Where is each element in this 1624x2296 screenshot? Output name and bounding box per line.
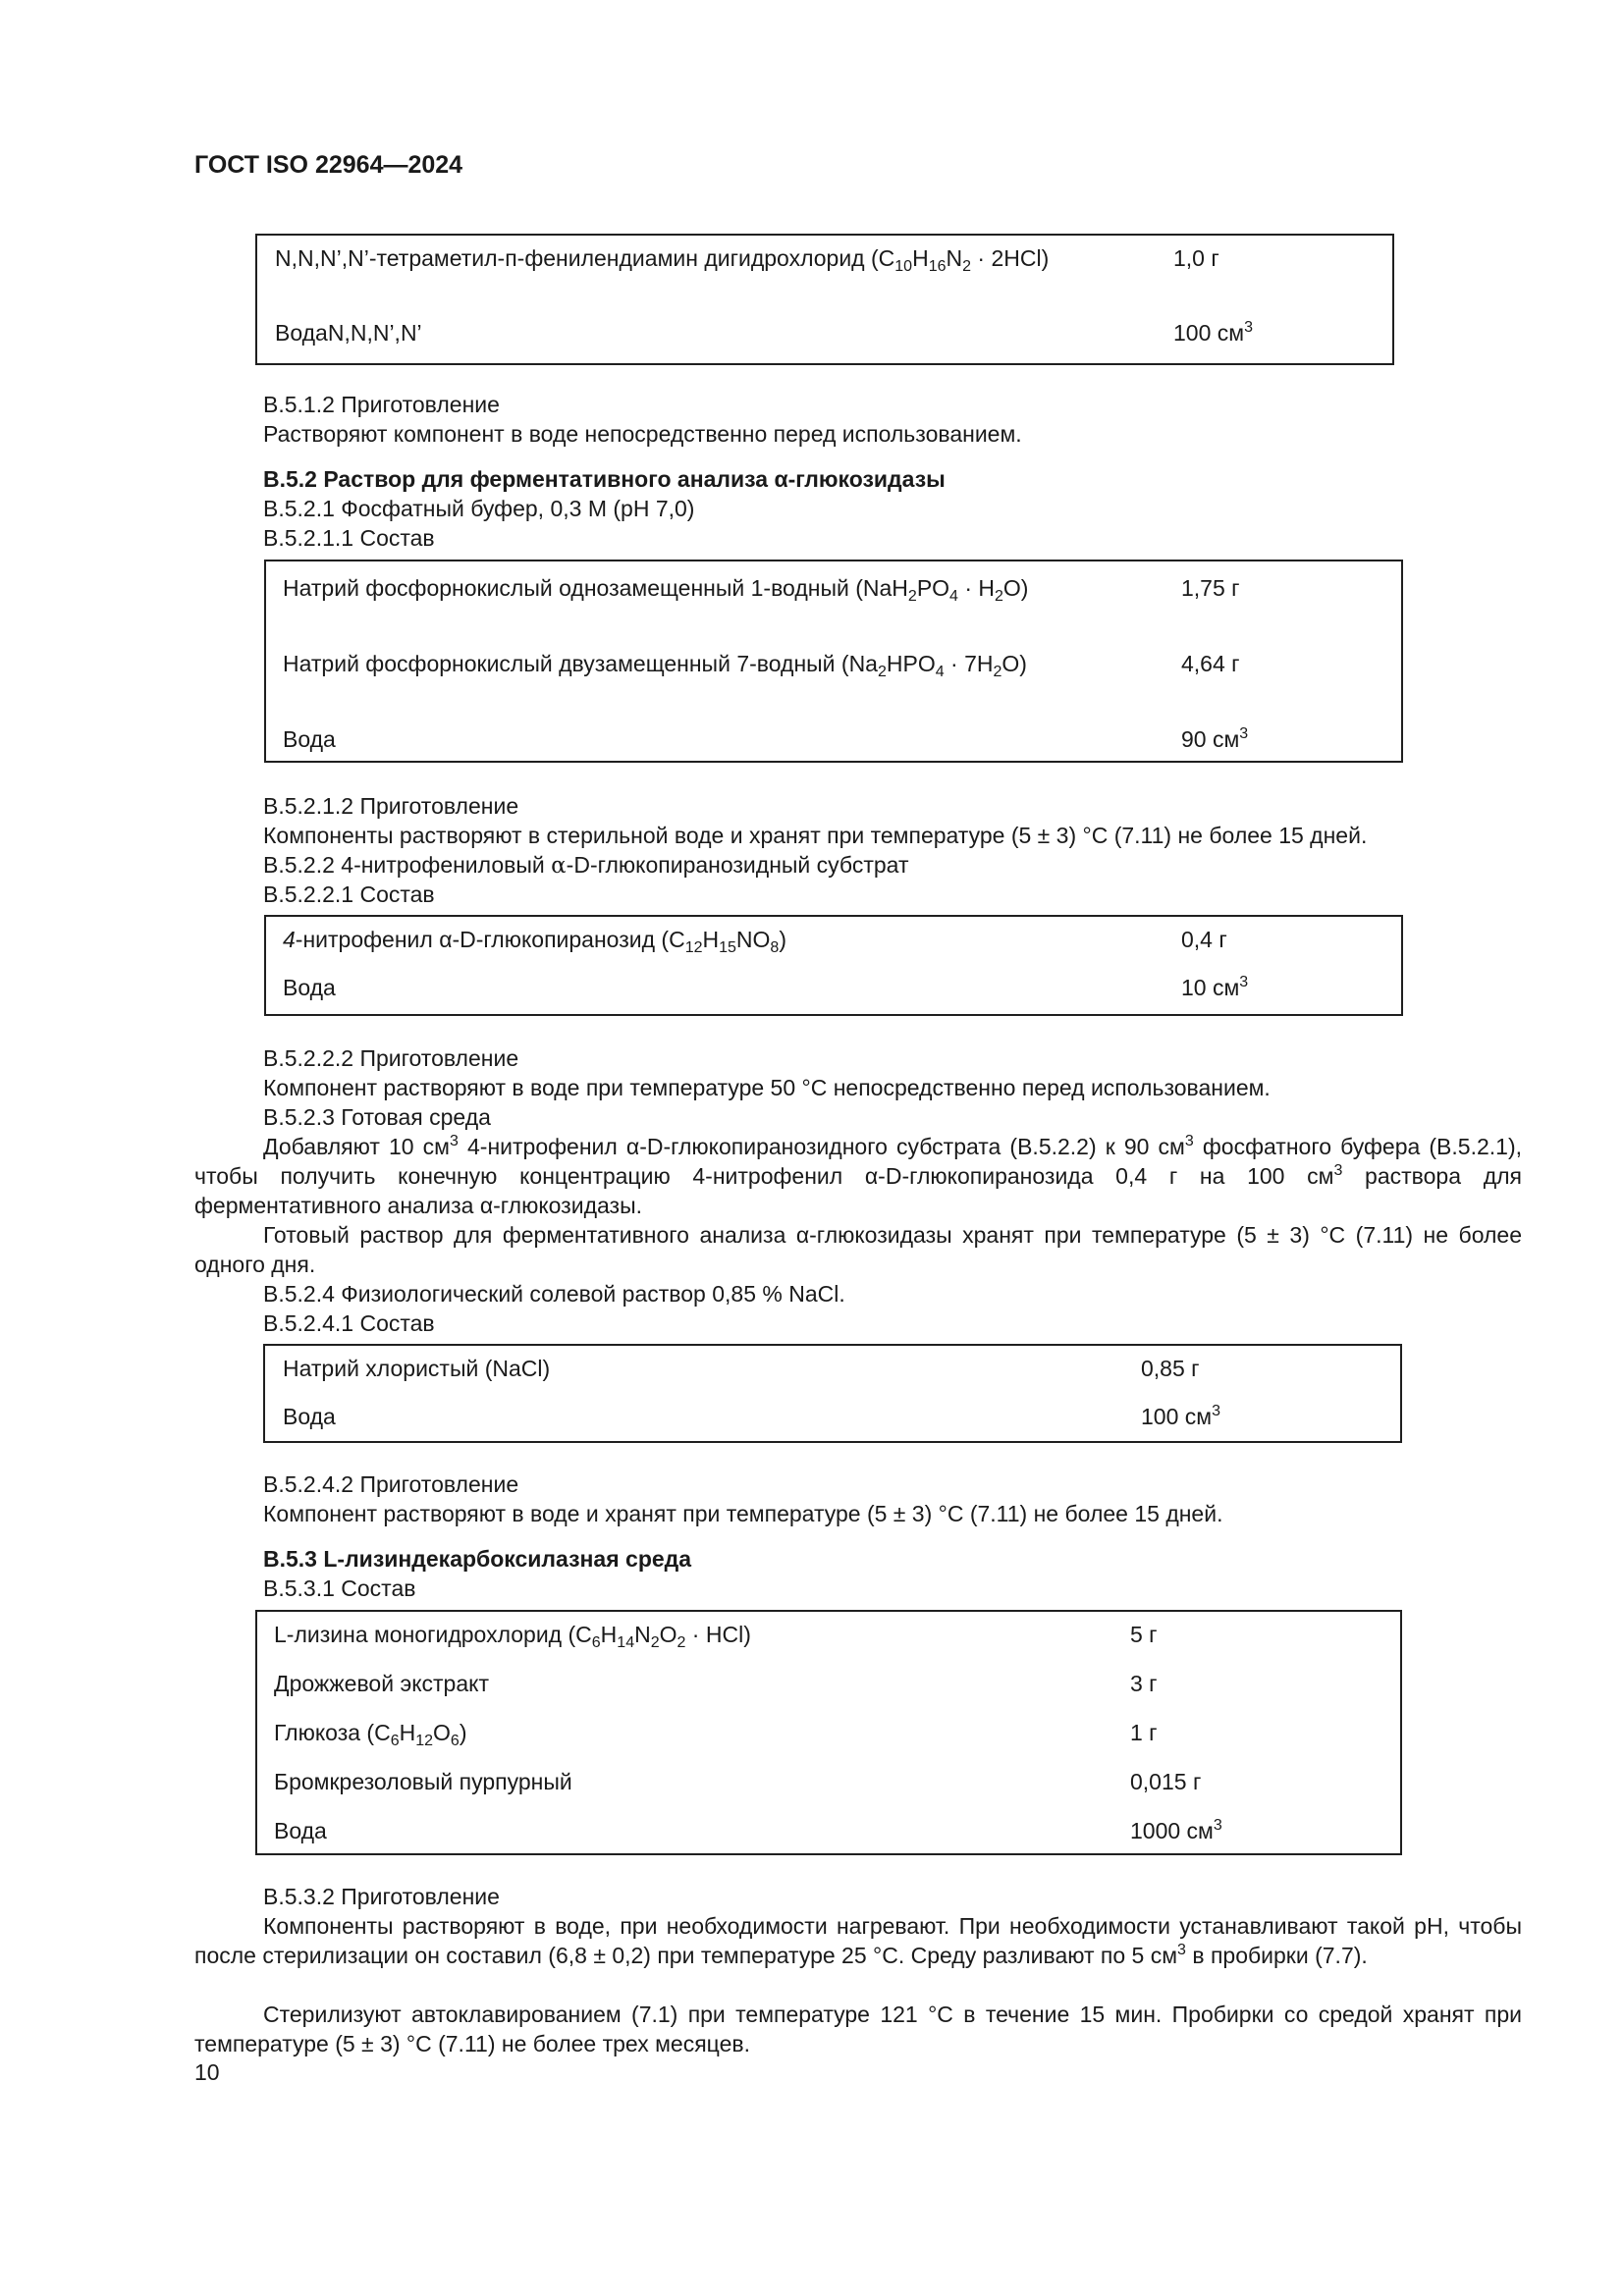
section-heading: B.5.2.1.2 Приготовление — [263, 793, 519, 819]
table-row: Натрий хлористый (NaCl) — [283, 1356, 551, 1381]
section-heading: B.5.2.4.2 Приготовление — [263, 1471, 519, 1497]
section-heading: B.5.3 L-лизиндекарбоксилазная среда — [263, 1546, 692, 1572]
table-amount: 0,4 г — [1181, 927, 1227, 952]
table-row: Вода — [274, 1818, 327, 1843]
table-row: Натрий фосфорнокислый однозамещенный 1-водный $(NaH_2PO_4 \cdot H_2O)$ — [283, 575, 1029, 605]
section-heading: B.5.2.4.1 Состав — [263, 1310, 435, 1336]
section-heading: B.5.3.1 Состав — [263, 1575, 416, 1601]
composition-table-4 — [263, 1344, 1402, 1443]
table-row: N,N,N’,N’-тетраметил-п-фенилендиамин дигидрохлорид $(C_{10}H_{16}N_2 \cdot 2HCl)$ — [275, 245, 1050, 275]
document-header: ГОСТ ISO 22964—2024 — [194, 151, 463, 179]
table-amount: 5 г — [1130, 1622, 1158, 1647]
table-amount: 1,0 г — [1173, 245, 1219, 271]
body-text: Компонент растворяют в воде при температуре 50 °C непосредственно перед использованием. — [263, 1075, 1271, 1100]
table-row: 4-нитрофенил α-D-глюкопиранозид $(C_{12}H_{15}NO_8)$ — [283, 927, 786, 956]
table-row: Натрий фосфорнокислый двузамещенный 7-водный $(Na_2HPO_4 \cdot 7H_2O)$ — [283, 651, 1027, 680]
composition-table-5 — [255, 1610, 1402, 1855]
section-heading: B.5.2.1.1 Состав — [263, 525, 435, 551]
section-heading: B.5.2.2.2 Приготовление — [263, 1045, 519, 1071]
body-paragraph: Добавляют 10 $см^3$ 4-нитрофенил α-D-глюкопиранозидного субстрата (B.5.2.2) к 90 $см^3$ фосфатного буфера (B.5.2.1), чтобы получить конечную концентрацию 4-нитрофенил α-D-глюкопиранозида 0,4 г на 100 $см^3$ раствора для ферментативного анализа α-глюкозидазы. — [194, 1133, 1522, 1218]
section-heading: B.5.3.2 Приготовление — [263, 1884, 500, 1909]
section-heading: B.5.2.4 Физиологический солевой раствор 0,85 % NaCl. — [263, 1281, 845, 1307]
table-row: L-лизина моногидрохлорид $(C_6H_{14}N_2O_2 \cdot HCl)$ — [274, 1622, 751, 1651]
table-amount: 1000 $см^3$ — [1130, 1817, 1222, 1843]
table-row: Бромкрезоловый пурпурный — [274, 1769, 572, 1794]
table-amount: 90 $см^3$ — [1181, 725, 1249, 752]
body-paragraph: Стерилизуют автоклавированием (7.1) при температуре 121 °C в течение 15 мин. Пробирки со средой хранят при температуре (5 ± 3) °C (7.11) не более трех месяцев. — [194, 2002, 1522, 2056]
body-text: Компонент растворяют в воде и хранят при температуре (5 ± 3) °C (7.11) не более 15 дней. — [263, 1501, 1223, 1526]
table-amount: 100 $см^3$ — [1141, 1403, 1220, 1429]
composition-table-3 — [264, 915, 1403, 1016]
table-amount: 0,015 г — [1130, 1769, 1202, 1794]
section-heading: B.5.2 Раствор для ферментативного анализа α-глюкозидазы — [263, 466, 946, 492]
section-heading: B.5.2.2 4-нитрофениловый α-D-глюкопиранозидный субстрат — [263, 852, 909, 879]
table-amount: 100 $см^3$ — [1173, 319, 1253, 346]
page-number: 10 — [194, 2059, 220, 2085]
body-text: Компоненты растворяют в стерильной воде и хранят при температуре (5 ± 3) °C (7.11) не более 15 дней. — [263, 823, 1368, 848]
section-heading: B.5.1.2 Приготовление — [263, 392, 500, 417]
body-paragraph: Компоненты растворяют в воде, при необходимости нагревают. При необходимости устанавливают такой pH, чтобы после стерилизации он составил (6,8 ± 0,2) при температуре 25 °C. Среду разливают по 5 $см^3$ в пробирки (7.7). — [194, 1913, 1522, 1968]
table-row: Вода — [283, 1404, 336, 1429]
table-amount: 1 г — [1130, 1720, 1158, 1745]
table-row: ВодаN,N,N’,N’ — [275, 320, 422, 346]
body-paragraph: Готовый раствор для ферментативного анализа α-глюкозидазы хранят при температуре (5 ± 3) °C (7.11) не более одного дня. — [194, 1222, 1522, 1277]
section-heading: B.5.2.3 Готовая среда — [263, 1104, 491, 1130]
table-row: Дрожжевой экстракт — [274, 1671, 489, 1696]
table-row: Вода — [283, 726, 336, 752]
body-text: Растворяют компонент в воде непосредственно перед использованием. — [263, 421, 1022, 447]
table-row: Вода — [283, 975, 336, 1000]
table-amount: 1,75 г — [1181, 575, 1240, 601]
composition-table-2 — [264, 560, 1403, 763]
table-row: Глюкоза $(C_6H_{12}O_6)$ — [274, 1720, 467, 1749]
composition-table-1 — [255, 234, 1394, 365]
section-heading: B.5.2.1 Фосфатный буфер, 0,3 М (pH 7,0) — [263, 496, 695, 521]
section-heading: B.5.2.2.1 Состав — [263, 881, 435, 907]
table-amount: 0,85 г — [1141, 1356, 1200, 1381]
table-amount: 10 $см^3$ — [1181, 974, 1249, 1000]
table-amount: 3 г — [1130, 1671, 1158, 1696]
table-amount: 4,64 г — [1181, 651, 1240, 676]
